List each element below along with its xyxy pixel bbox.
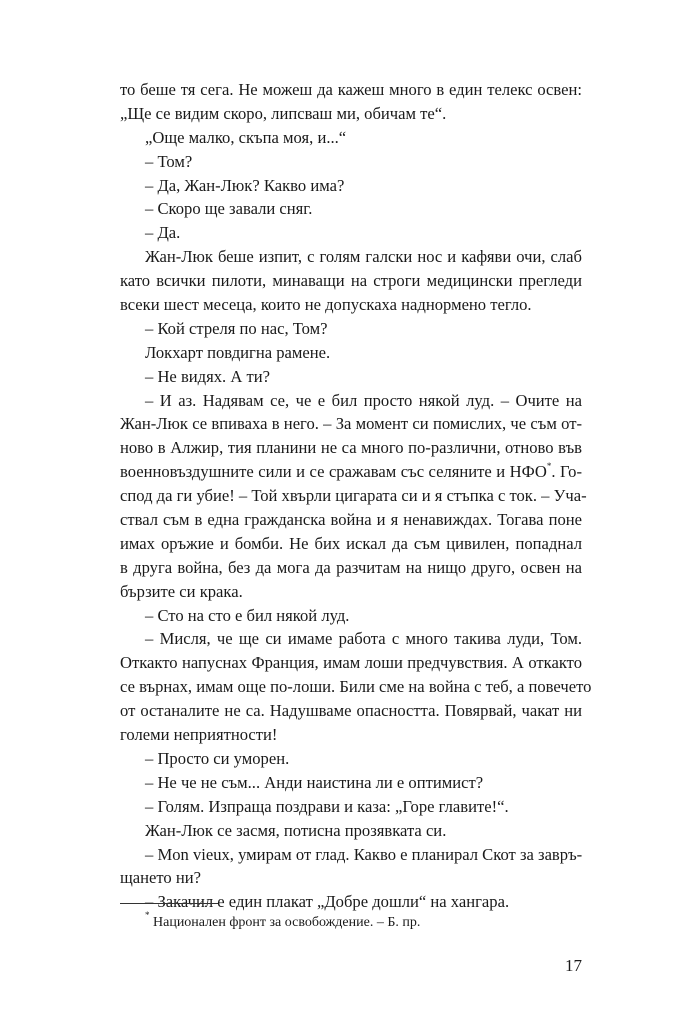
text-line: ствал съм в една гражданска война и я ненавиждах. Тогава поне — [120, 510, 582, 530]
text-line: всеки шест месеца, които не допускаха наднормено тегло. — [120, 295, 532, 315]
footnote — [145, 910, 421, 932]
text-line: имах оръжие и бомби. Не бих искал да съм цивилен, попаднал — [120, 533, 582, 553]
footnote-reference: * — [546, 460, 552, 471]
text-line: – Том? — [145, 151, 193, 171]
text-line-with-footnote-ref — [120, 460, 582, 484]
text-line: „Ще се видим скоро, липсваш ми, обичам те“. — [120, 103, 447, 123]
text-line: – Да. — [145, 223, 181, 243]
text-line: – Не че не съм... Анди наистина ли е оптимист? — [145, 772, 484, 792]
text-line: Локхарт повдигна рамене. — [145, 342, 331, 362]
text-line: – Mon vieux, умирам от глад. Какво е планирал Скот за завръ- — [145, 844, 583, 864]
text-line: „Още малко, скъпа моя, и...“ — [145, 127, 347, 147]
text-line: бързите си крака. — [120, 581, 243, 601]
text-line: спод да ги убие! – Той хвърли цигарата си и я стъпка с ток. – Уча- — [120, 486, 587, 506]
text-line: като всички пилоти, минаващи на строги медицински прегледи — [120, 271, 582, 291]
text-line: – Не видях. А ти? — [145, 366, 270, 386]
text-line: щането ни? — [120, 868, 201, 888]
text-line: – Голям. Изпраща поздрави и каза: „Горе главите!“. — [145, 796, 509, 816]
footnote-text: Национален фронт за освобождение. – Б. пр. — [153, 915, 421, 930]
footnote-divider — [120, 903, 218, 904]
text-line: – Закачил е един плакат „Добре дошли“ на хангара. — [145, 892, 510, 912]
text-line: от останалите не са. Надушваме опасността. Повярвай, чакат ни — [120, 701, 582, 721]
text-line: – Мисля, че ще си имаме работа с много такива луди, Том. — [145, 629, 582, 649]
text-line: – Просто си уморен. — [145, 748, 290, 768]
text-line: в друга война, без да мога да разчитам на нищо друго, освен на — [120, 557, 582, 577]
footnote-marker: * — [145, 910, 150, 921]
text-line-part: . Го- — [551, 462, 582, 482]
text-line: – Да, Жан-Люк? Какво има? — [145, 175, 345, 195]
text-line: се върнах, имам още по-лоши. Били сме на война с теб, а повечето — [120, 677, 592, 697]
text-line: то беше тя сега. Не можеш да кажеш много в един телекс освен: — [120, 80, 582, 99]
text-line: Откакто напуснах Франция, имам лоши предчувствия. А откакто — [120, 653, 582, 673]
text-line: ново в Алжир, тия планини не са много по-различни, отново във — [120, 438, 582, 458]
text-line: – Кой стреля по нас, Том? — [145, 318, 328, 338]
text-line: – Сто на сто е бил някой луд. — [145, 605, 350, 625]
body-text — [120, 78, 592, 914]
page-number: 17 — [565, 956, 582, 975]
text-line: – Скоро ще завали сняг. — [145, 199, 313, 219]
text-line: Жан-Люк се впиваха в него. – За момент си помислих, че съм от- — [120, 414, 582, 434]
text-line: – И аз. Надявам се, че е бил просто някой луд. – Очите на — [145, 390, 582, 410]
text-line: Жан-Люк беше изпит, с голям галски нос и кафяви очи, слаб — [145, 247, 582, 267]
text-line: големи неприятности! — [120, 725, 278, 745]
text-line: Жан-Люк се засмя, потисна прозявката си. — [145, 820, 447, 840]
text-line-part: военновъздушните сили и се сражавам със селяните и НФО — [120, 462, 547, 482]
